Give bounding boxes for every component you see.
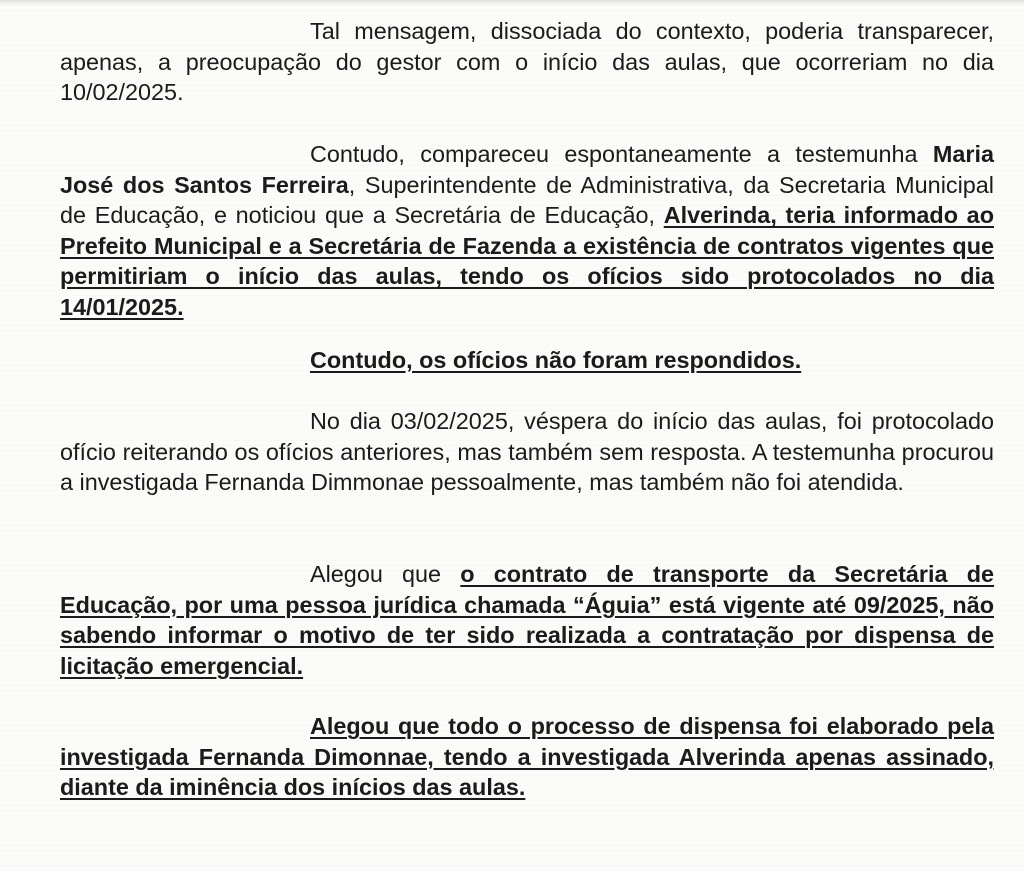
paragraph-dispensation-process [60,711,994,803]
paragraph-middle-text: , Superintendente de Administrativa, da Secretaria Municipal de Educação, e noticiou que a Secretária de Educação, [60,171,994,229]
paragraph-message-context [60,16,994,108]
paragraph-reiterated-letter [60,406,994,498]
highlighted-statement: Alverinda, teria informado ao Prefeito Municipal e a Secretária de Fazenda a existência de contratos vigentes que permitiriam o início das aulas, tendo os ofícios sido protocolados no dia 14/01/2025. [60,202,994,320]
scan-shadow [0,0,1024,6]
paragraph-witness-testimony [60,139,994,323]
paragraph-lead-text: Contudo, compareceu espontaneamente a testemunha [310,141,933,167]
highlighted-statement: Alegou que todo o processo de dispensa foi elaborado pela investigada Fernanda Dimonnae, tendo a investigada Alverinda apenas assinado, diante da iminência dos inícios das aulas. [60,713,994,801]
paragraph-transport-contract [60,559,994,681]
paragraph-unanswered-letters [60,345,994,376]
paragraph-lead-text: Alegou que [310,561,461,587]
paragraph-text: Tal mensagem, dissociada do contexto, poderia transparecer, apenas, a preocupação do gestor com o início das aulas, que ocorreriam no dia 10/02/2025. [60,18,994,106]
highlighted-statement: o contrato de transporte da Secretária de Educação, por uma pessoa jurídica chamada “Águia” está vigente até 09/2025, não sabendo informar o motivo de ter sido realizada a contratação por dispensa de licitação emergencial. [60,561,995,679]
witness-name: Maria José dos Santos Ferreira [60,141,994,198]
paragraph-text: No dia 03/02/2025, véspera do início das aulas, foi protocolado ofício reiterando os ofícios anteriores, mas também sem resposta. A testemunha procurou a investigada Fernanda Dimmonae pessoalmente, mas também não foi atendida. [60,408,994,496]
highlighted-statement: Contudo, os ofícios não foram respondidos. [310,347,802,373]
